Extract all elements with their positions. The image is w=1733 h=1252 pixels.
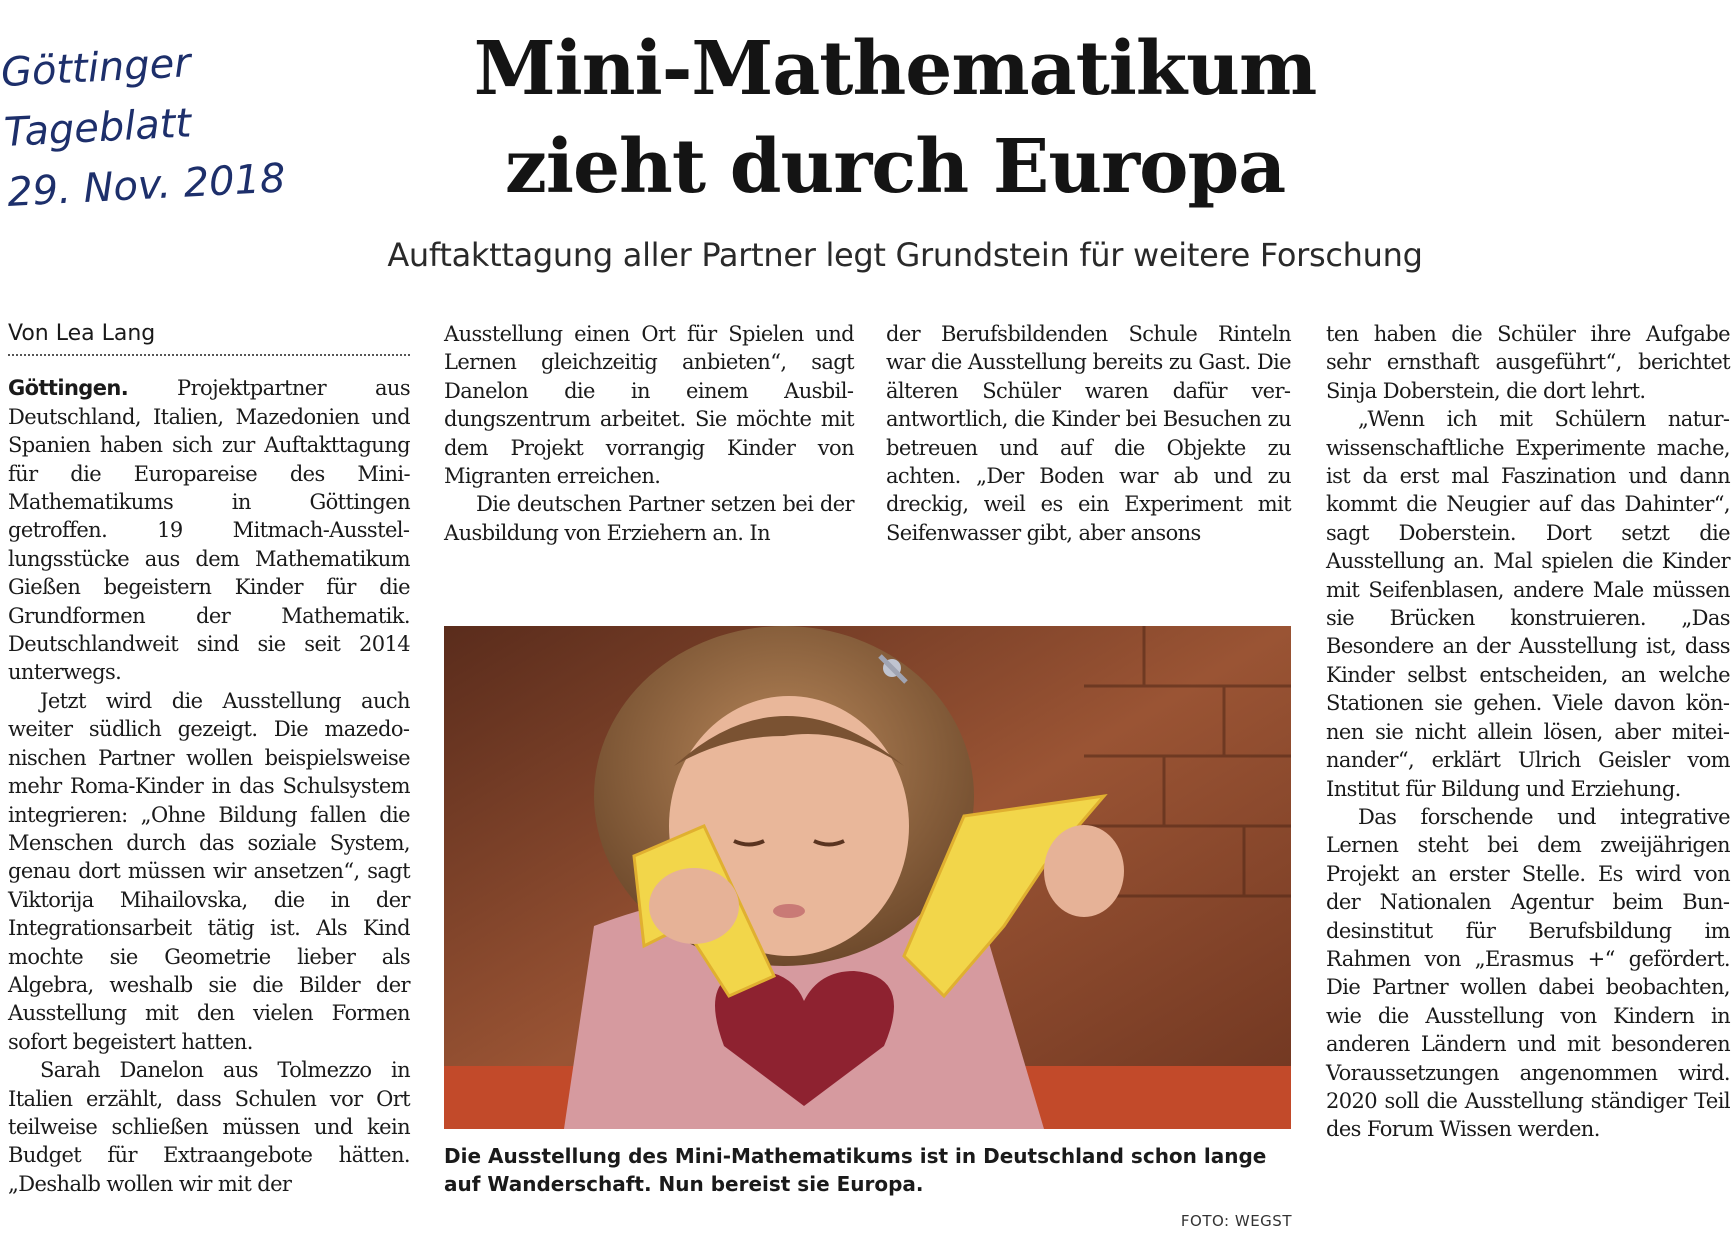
headline [330, 20, 1460, 216]
left-hand [649, 868, 739, 944]
article-column-3 [886, 320, 1291, 547]
handnote-line-2: Tageblatt [2, 100, 193, 157]
handnote-line-1: Göttinger [0, 40, 192, 97]
mouth [773, 904, 805, 918]
article-photo [444, 626, 1291, 1129]
handwritten-note [0, 29, 287, 223]
article-column-2 [444, 320, 854, 547]
article-column-4 [1326, 320, 1730, 1144]
paragraph: „Wenn ich mit Schülern naturwissenschaftliche Experimente mache, ist da erst mal Faszination und dann kommt die Neugier auf das Dahinter“, sagt Doberstein. Dort setzt die Ausstellung an. Mal spielen die Kinder mit Seifenblasen, andere Male müssen sie Brücken konstruieren. „Das Besondere an der Ausstellung ist, dass Kinder selbst entscheiden, an welche Stationen sie gehen. Viele davon können sie nicht allein lösen, aber miteinander“, erklärt Ulrich Geisler vom Institut für Bildung und Erziehung. [1326, 407, 1730, 801]
subheadline: Auftakttagung aller Partner legt Grundstein für weitere Forschung [387, 236, 1423, 274]
byline: Von Lea Lang [8, 320, 410, 356]
headline-line-2: zieht durch Europa [504, 124, 1286, 210]
article-column-1 [8, 320, 410, 1198]
right-hand [1044, 825, 1124, 917]
handnote-line-3: 29. Nov. 2018 [6, 155, 287, 216]
headline-line-1: Mini-Mathematikum [473, 26, 1317, 112]
paragraph: Die deutschen Partner setzen bei der Ausbildung von Erziehern an. In [444, 492, 854, 545]
paragraph: Ausstellung einen Ort für Spielen und Lernen gleichzeitig anbieten“, sagt Danelon die in einem Ausbildungszentrum arbeitet. Sie möchte mit dem Projekt vorrangig Kinder von Migranten erreichen. [444, 322, 854, 489]
paragraph-text: Projektpartner aus Deutschland, Italien, Mazedonien und Spanien haben sich zur Auftakttagung für die Europareise des Mini-Mathematikums in Göttingen getroffen. 19 Mitmach-Ausstellungsstücke aus dem Mathematikum Gießen begeistern Kinder für die Grundformen der Mathematik. Deutschlandweit sind sie seit 2014 unterwegs. [8, 376, 410, 685]
paragraph: ten haben die Schüler ihre Aufgabe sehr ernsthaft ausgeführt“, berichtet Sinja Doberstein, die dort lehrt. [1326, 322, 1730, 403]
child-with-puzzle-illustration [444, 626, 1291, 1129]
paragraph: Das forschende und integrative Lernen steht bei dem zweijährigen Projekt an erster Stelle. Es wird von der Nationalen Agentur beim Bundesinstitut für Berufsbildung im Rahmen von „Erasmus +“ gefördert. Die Partner wollen dabei beobachten, wie die Ausstellung von Kindern in anderen Ländern und mit besonderen Voraussetzungen angenommen wird. 2020 soll die Ausstellung ständiger Teil des Forum Wissen werden. [1326, 804, 1730, 1142]
photo-credit: FOTO: WEGST [1180, 1212, 1292, 1230]
paragraph: der Berufsbildenden Schule Rinteln war die Ausstellung bereits zu Gast. Die älteren Schüler waren dafür verantwortlich, die Kinder bei Besuchen zu betreuen und auf die Objekte zu achten. „Der Boden war ab und zu dreckig, weil es ein Experiment mit Seifenwasser gibt, aber ansons [886, 322, 1291, 545]
paragraph: Sarah Danelon aus Tolmezzo in Italien erzählt, dass Schulen vor Ort teilweise schließen müssen und kein Budget für Extraangebote hätten. „Deshalb wollen wir mit der [8, 1058, 410, 1196]
photo-caption: Die Ausstellung des Mini-Mathematikums ist in Deutschland schon lange auf Wanderschaft. Nun bereist sie Europa. [444, 1144, 1267, 1196]
dateline: Göttingen. [8, 376, 129, 401]
paragraph [8, 374, 410, 686]
paragraph: Jetzt wird die Ausstellung auch weiter südlich gezeigt. Die mazedonischen Partner wollen beispielsweise mehr Roma-Kinder in das Schulsystem integrieren: „Ohne Bildung fallen die Menschen durch das soziale System, genau dort müssen wir ansetzen“, sagt Viktorija Mihailovska, die in der Integrationsarbeit tätig ist. Als Kind mochte sie Geometrie lieber als Algebra, weshalb sie die Bilder der Ausstellung mit den vielen Formen sofort begeistert hatten. [8, 688, 410, 1054]
